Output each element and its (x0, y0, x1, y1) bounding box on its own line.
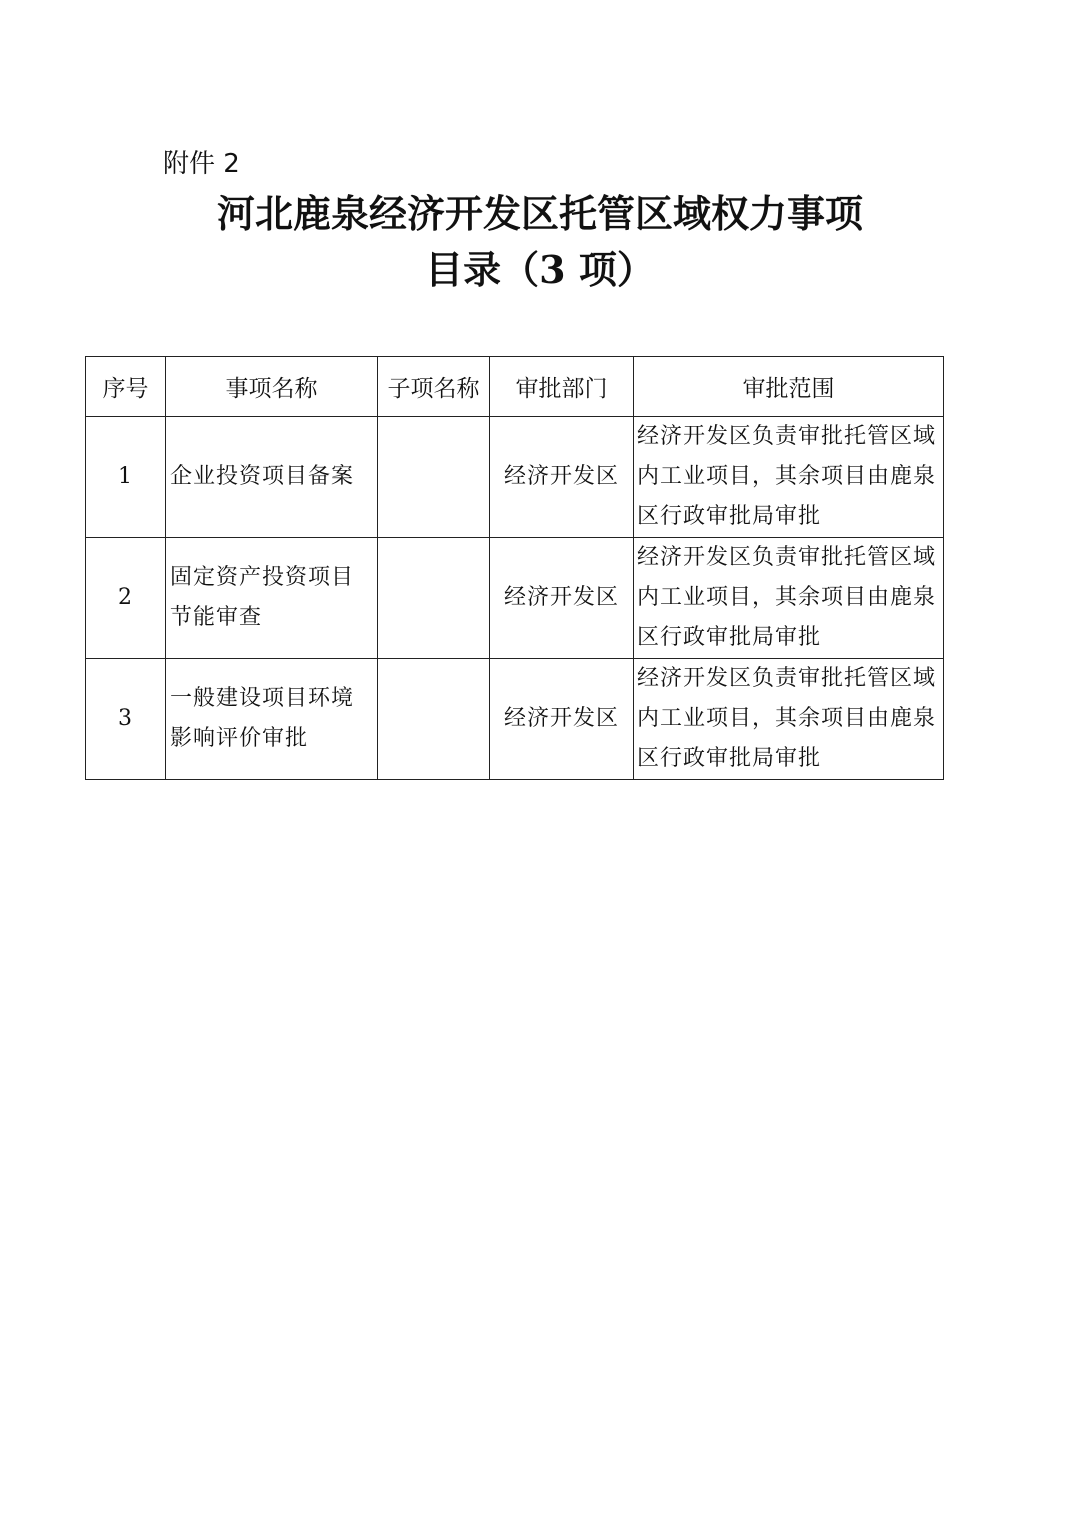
header-approval-dept: 审批部门 (490, 357, 634, 417)
cell-item-name: 固定资产投资项目节能审查 (166, 538, 378, 659)
table-row (86, 538, 944, 659)
document-title (0, 190, 1080, 294)
header-item-name: 事项名称 (166, 357, 378, 417)
cell-approval-scope: 经济开发区负责审批托管区域内工业项目，其余项目由鹿泉区行政审批局审批 (634, 538, 944, 659)
title-line-2: 目录（3 项） (425, 247, 655, 292)
table-row (86, 659, 944, 780)
title-line-1: 河北鹿泉经济开发区托管区域权力事项 (216, 191, 863, 236)
cell-seq: 2 (86, 538, 166, 659)
power-items-table (85, 356, 944, 780)
cell-approval-dept: 经济开发区 (490, 538, 634, 659)
cell-item-name: 一般建设项目环境影响评价审批 (166, 659, 378, 780)
table-row (86, 417, 944, 538)
cell-seq: 3 (86, 659, 166, 780)
cell-subitem-name (378, 417, 490, 538)
header-approval-scope: 审批范围 (634, 357, 944, 417)
cell-approval-dept: 经济开发区 (490, 659, 634, 780)
cell-approval-dept: 经济开发区 (490, 417, 634, 538)
attachment-label: 附件 2 (163, 149, 240, 179)
cell-approval-scope: 经济开发区负责审批托管区域内工业项目，其余项目由鹿泉区行政审批局审批 (634, 417, 944, 538)
table-header-row (86, 357, 944, 417)
cell-seq: 1 (86, 417, 166, 538)
cell-item-name: 企业投资项目备案 (166, 417, 378, 538)
cell-subitem-name (378, 538, 490, 659)
header-subitem-name: 子项名称 (378, 357, 490, 417)
cell-subitem-name (378, 659, 490, 780)
cell-approval-scope: 经济开发区负责审批托管区域内工业项目，其余项目由鹿泉区行政审批局审批 (634, 659, 944, 780)
header-seq: 序号 (86, 357, 166, 417)
